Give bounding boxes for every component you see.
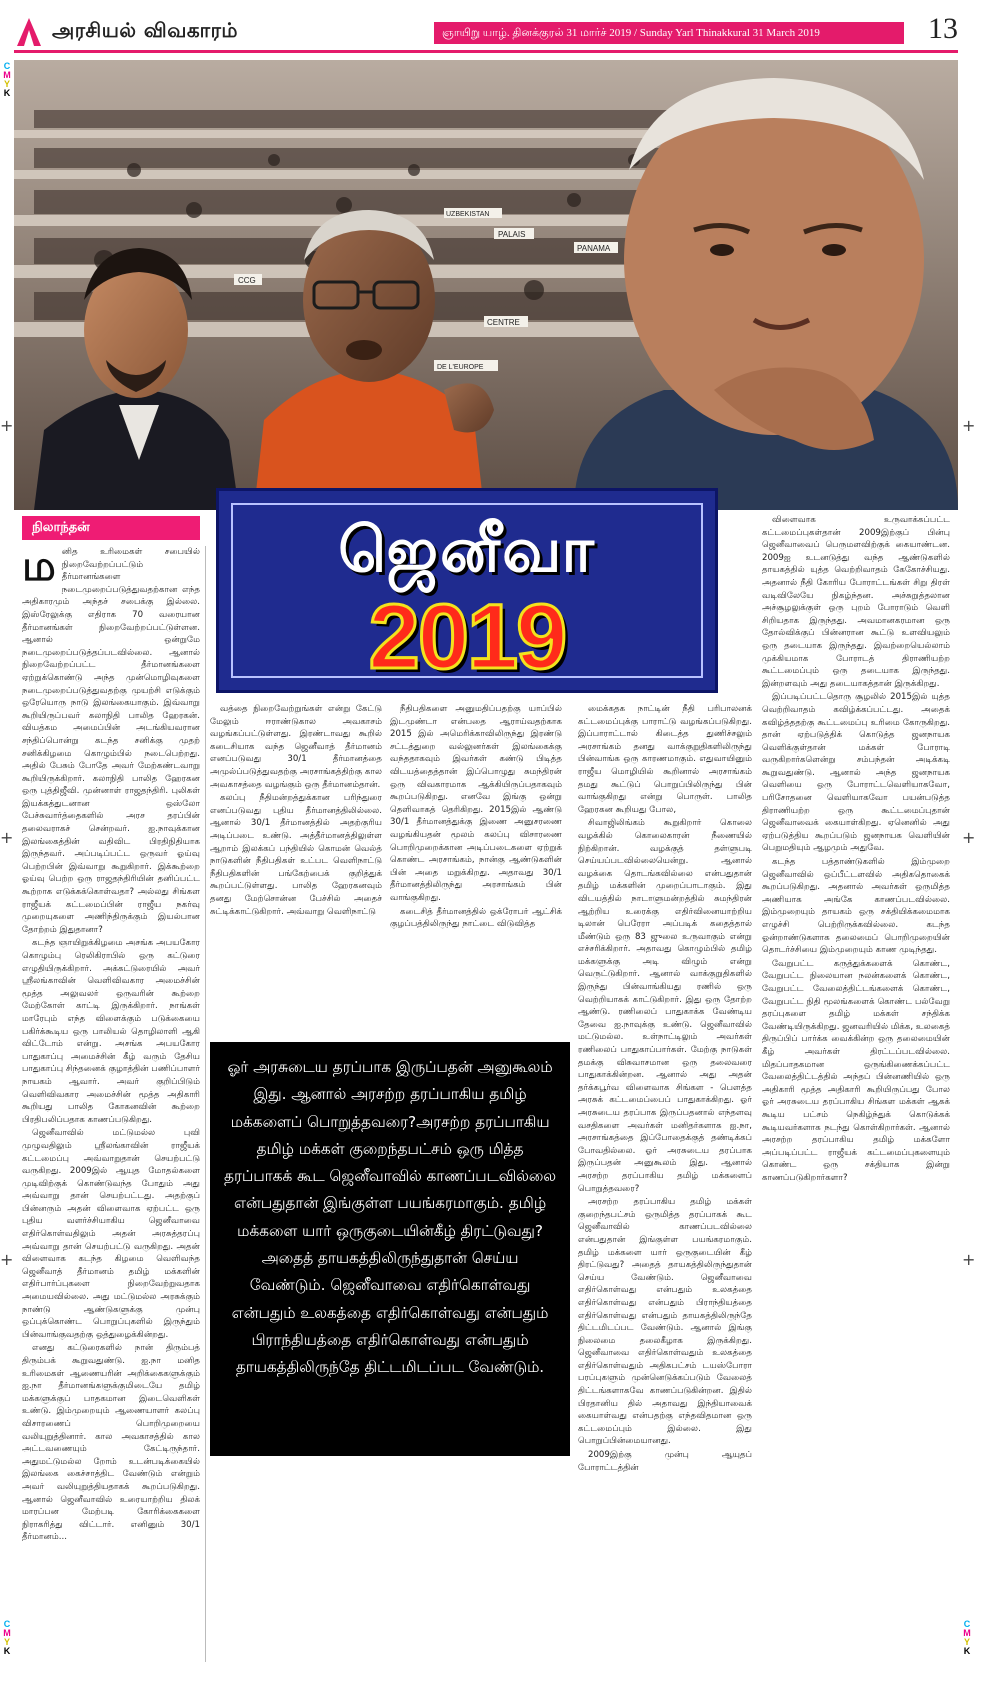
article-column-3	[390, 703, 562, 1033]
header-rule	[14, 50, 958, 53]
col1-para-3: ஜெனீவாவில் மட்டுமல்ல புவி முழுவதிலும் ஸ்ரீலங்காவின் ராஜீயக் கட்டமைப்பு அவ்வாறுதான் செயற்பட்டு வருகிறது. 2009இல் ஆயுத மோதல்களை முடிவிற்குக் கொண்டுவந்த போதும் அது அவ்வாறு தான் செயற்பட்டது. அதற்குப் பின்னரும் அதன் விளைவாக ஏற்பட்ட ஒரு புதிய வளர்ச்சியாகிய ஜெனீவாவை எதிர்கொள்வதிலும் அதன் அரசுத்தரப்பு அவ்வாறு தான் செயற்பட்டு வருகிறது. அதன் விளைவாக கடந்த கிழமை வெளிவந்த ஜெனீவாத் தீர்மானம் தமிழ் மக்களின் எதிர்பார்ப்புகளை நிறைவேற்றுவதாக அமையவில்லை. அது மட்டுமல்ல அரசுக்கும் நாண்டு ஆண்டுகளுக்கு முன்பு ஒப்புக்கொண்ட பொறுப்புகளில் இருந்தும் பின்வாங்குவதற்கு ஒத்துழைக்கின்றது.	[22, 1128, 200, 1340]
desk-label-centre: CENTRE	[487, 318, 520, 327]
headline-title: ஜெனீவா	[338, 513, 596, 586]
col4-para-1: மைக்கதக நாட்டின் நீதி பரிபாலனக் கட்டமைப்புக்கு பாராட்டு வழங்கப்படுகிறது. இப்பாராட்டால் கிடைத்த துணிச்சலும் அரசாங்கம் தனது வாக்குறுதிகளிலிருந்து பின்வாங்க ஒரு காரணமாகும். எதுவாயினும் ராஜீய மொழியில் கூறினால் அரசாங்கம் தமது கூட்டுப் பொறுப்பிலிருந்து பின் வாங்குகிறது என்று பொருள். பாலித ஹேரகன கூறியது போல,	[578, 704, 752, 815]
desk-label-ccg: CCG	[238, 276, 256, 285]
col5-para-2: இப்படிப்பட்டதொரு சூழலில் 2015இல் யுத்த வெற்றிவாதம் கவிழ்க்கப்பட்டது. அதைக் கவிழ்த்ததற்கு கூட்டமைப்பு உரிமை கோருகிறது. தான் ஏற்படுத்திக் கொடுத்த ஜனநாயக வெளிக்குள்தான் மக்கள் போராடி வருகிறார்களென்று சம்பந்தன் அடிக்கடி கூறுவதுண்டு. ஆனால் அந்த ஜனநாயக வெளியை ஒரு போராட்டவெளியாகவோ, பரிசோதனை வெளியாகவோ பயன்படுத்த திராணியற்ற ஒரு கூட்டமைப்புதான் ஜெனீவாவைக் கையாள்கிறது. ஏனெனில் அது ஏற்படுத்திய கூறப்படும் ஜனநாயக வெளியின் பெறுமதியும் ஆழமும் அதுவே.	[762, 692, 950, 854]
cmyk-mark-right-bottom: C M Y K	[963, 1619, 971, 1656]
col1-para-4: எனது கட்டுரைகளில் நான் திரும்பத் திரும்பக் கூறுவதுண்டு. ஐ.நா மனித உரிமைகள் ஆணையரின் அறிக்கைகளுக்கும் ஐ.நா தீர்மானங்களுக்குமிடையே தமிழ் மக்களுக்குப் பாதகமான இடைவெளிகள் உண்டு. இம்முறையும் ஆணையாளர் கலப்பு விசாரணைப் பொறிமுறையை வலியுறுத்தினார். கால அவகாசத்தில் கால அட்டவணையும் கேட்டிருந்தார். அதுமட்டுமல்ல றோம் உடன்படிக்கையில் இலங்கை கைச்சாத்திட வேண்டும் என்றும் அவர் வலியுறுத்தியதாகக் கூறப்படுகிறது. ஆனால் ஜெனீவாவில் உரையாற்றிய திலக் மாரப்பன மேற்படி கோரிக்கைகளை நிராகரித்து விட்டார். எனினும் 30/1 தீர்மானம்...	[22, 1343, 200, 1543]
article-column-5	[762, 514, 950, 1657]
registration-mark-left-mid: +	[0, 828, 14, 847]
registration-mark-right-mid: +	[962, 828, 976, 847]
headline-year: 2019	[368, 586, 566, 688]
desk-label-europe: DE L'EUROPE	[437, 364, 484, 371]
col5-para-3: கடந்த பத்தாண்டுகளில் இம்முறை ஜெனீவாவில் ஒப்பீட்டளவில் அதிகதொகைக் கூறப்படுகிறது. அதனால் அவர்கள் ஒருமித்த அணியாக அங்கே காணப்படவில்லை. இம்முறையும் தாயகம் ஒரு சக்தியிக்கமைமாக எழுச்சி பெற்றிருக்கவில்லை. கடந்த ஓன்றாண்டுகளாக தலைமைப் பொறிமுறையின் தொடர்ச்சியை இம்முறையும் காண முடிந்தது.	[762, 857, 950, 956]
page-number: 13	[928, 12, 958, 45]
geneva-council-photo	[14, 60, 958, 510]
col1-para-1: னித உரிமைகள் சபையில் நிறைவேற்றப்பட்டும் தீர்மானங்களை நடைமுறைப்படுத்துவதற்கான எந்த அதிகாரமும் அந்தச் சபைக்கு இல்லை. இஸ்ரேலுக்கு எதிராக 70 வரையான தீர்மானங்கள் நிறைவேற்றப்பட்டுள்ளன. ஆனால் ஒன்றுமே நடைமுறைப்படுத்தப்படவில்லை. ஆனால் நிறைவேற்றப்பட்ட தீர்மானங்களை ஏற்றுக்கொண்டு அந்த முன்மொழிவுகளை நடைமுறைப்படுத்துவதற்கு முயற்சி எடுக்கும் ஒரேயொரு நாடு இலங்கையாகும். இவ்வாறு கூறியிருப்பவர் கலாநிதி பாலித ஹேரகன். வியத்கம அமைப்பின் அடங்கியவரான சந்திப்பொன்று கடந்த சனிக்கு முதற் சனிக்கிழமை கொழும்பில் நடைபெற்றது. அதில் பேசும் போதே அவர் மேற்கண்டவாறு கூறியிருக்கிறார். கலாநிதி பாலித ஹேரகன ஒரு புத்திஜீவி. முன்னாள் ராஜதந்திரி. புலிகள் இயக்கத்துடனான ஒஸ்லோ பேச்சுவார்த்தைகளில் அரச தரப்பின் தலைவராகச் சென்றவர். ஐ.நாவுக்கான இலங்கைத்தின் வதிவிட பிரதிநிதியாக இருந்தவர். அப்படிப்பட்ட ஒருவர் ஓய்வு பெற்றபின் இவ்வாறு கூறுகிறார். இக்கூற்றை ஓய்வு பெற்ற ஒரு ராஜதந்திரியின் தனிப்பட்ட கூற்றாக எடுக்கக்கொள்வதா? அல்லது சிங்கள ராஜீயக் கட்டமைப்பின் ராஜீய நகர்வு முறையுகளை அணிந்திருக்கும் இயல்பான தோற்றம் இதுதானா?	[22, 547, 200, 935]
article-column-4	[578, 703, 752, 1657]
headline-box	[216, 488, 718, 693]
registration-mark-left-low: +	[0, 1250, 14, 1269]
article-column-1	[22, 546, 200, 1662]
registration-mark-left: +	[0, 416, 14, 435]
col4-para-3: அரசற்ற தரப்பாகிய தமிழ் மக்கள் குறைந்தபட்சம் ஒருமித்த தரப்பாகக் கூட ஜெனீவாவில் காணப்படவில்லை என்பதுதான் இங்குள்ள பயங்கரமாகும். தமிழ் மக்களை யார் ஒருகுடையின் கீழ் திரட்டுவது? அதைத் தாயகத்திலிருந்துதான் செய்ய வேண்டும். ஜெனீவாவை எதிர்கொள்வது என்பதும் உலகத்தை எதிர்கொள்வது என்பதும் பிராந்தியத்தை எதிர்கொள்வது என்பதும் தாயகத்திலிருந்தே திட்டமிடப்பட வேண்டும். ஆனால் இங்கு நிலைமை தலைகீழாக இருக்கிறது. ஜெனீவாவை எதிர்கொள்வதும் உலகத்தை எதிர்கொள்வதும் அதிகபட்சம் டயஸ்போரா பரப்புகளும் முன்னெடுக்கப்படும் வேலைத் திட்டங்களாகவே காணப்படுகின்றன. இதில் பிரதானிய தில் அதாவது இந்தியாவைக் கையாள்வது என்பதற்கு எந்தவிதமான ஒரு கட்டமைப்பும் இல்லை. இது பொறுப்பின்மையானது.	[578, 1197, 752, 1447]
col2-para-1: வத்தை நிறைவேற்றுங்கள் என்று கேட்டு மேலும் ஈராண்டுகால அவகாசம் வழங்கப்பட்டுள்ளது. இரண்டாவது கூறில் கடைசியாக வந்த ஜெனீவாத் தீர்மானம் எனப்படுவது 30/1 தீர்மானத்தை அமுல்ப்படுத்துவதற்கு அரசாங்கத்திற்கு கால அவகாசத்தை வழங்கும் ஒரு தீர்மானம்தான்.	[210, 704, 382, 790]
desk-label-palais: PALAIS	[498, 230, 526, 239]
section-title: அரசியல் விவகாரம்	[52, 18, 238, 42]
col4-para-4: 2009இற்கு முன்பு ஆயுதப் போராட்டத்தின்	[578, 1450, 752, 1473]
col3-para-2: கடைசித் தீர்மானத்தில் ஒக்ரோபர் ஆட்சிக் குழப்பத்திலிருந்து நாட்டை விடுவித்த	[390, 906, 562, 930]
col5-para-1: விளைவாக உருவாக்கப்பட்ட கட்டமைப்புகள்தான் 2009இற்குப் பின்பு ஜெனீவாவைப் பெருமளவிற்குக் கையாண்டன. 2009ஐ உடனடுத்து வந்த ஆண்டுகளில் தாயகத்தில் யுத்த வெற்றிவாதம் கேகோச்சியது. அதனால் நீதி கோரிய போராட்டங்கள் சிறு திரள் வடிவிலேயே நிகழ்ந்தன. அச்சுறுத்தலான அச்சூழலுக்குள் ஒரு புறம் போராடும் வெளி சிறியதாக இருந்தது. அவமானகரமான ஒரு தோல்விக்குப் பின்னரான கூட்டு உளவியலும் ஒரு தடையாக இருந்தது. இவற்றையெல்லாம் முக்கியமாக போராடத் திராணியற்ற கூட்டமைப்பும் ஒரு தடையாக இருந்தது. இன்றளவும் அது தடையாகத்தான் இருக்கிறது.	[762, 515, 950, 689]
col3-para-1: நீதிபதிகளை அனுமதிப்பதற்கு யாப்பில் இடமுண்டா என்பதை ஆராய்வதற்காக 2015 இல் அமெரிக்காவிலிருந்து இரண்டு சட்டத்துறை வல்லுனர்கள் இலங்கைக்கு வந்ததாகவும் இவர்கள் கண்டு பிடித்த விடயத்தைத்தான் இப்பொழுது சுமந்திரன் ஒரு விவகாரமாக ஆக்கியிருப்பதாகவும் கூறப்படுகிறது. எனவே இங்கு ஒன்று தெளிவாகத் தெரிகிறது. 2015இல் ஆண்டு 30/1 தீர்மானத்துக்கு இணை அனுசரணை வழங்கியதன் மூலம் கலப்பு விசாரணை பொறிமுறைக்கான அடிப்படைகளை ஏற்றுக் கொண்ட அரசாங்கம், நான்கு ஆண்டுகளின் பின் அதை மறுக்கிறது. அதாவது 30/1 தீர்மானத்திலிருந்து அரசாங்கம் பின் வாங்குகிறது.	[390, 704, 562, 903]
registration-mark-right: +	[962, 416, 976, 435]
headline-frame	[231, 503, 703, 688]
cmyk-mark-left-top: C M Y K	[3, 61, 11, 98]
lead-photo	[14, 60, 958, 510]
registration-mark-right-low: +	[962, 1250, 976, 1269]
author-byline: நிலாந்தன்	[22, 516, 200, 540]
col2-para-2: கலப்பு நீதிமன்றத்துக்கான பரிந்துரை எனப்படுவது புதிய தீர்மானத்திலில்லை. ஆனால் 30/1 தீர்மானத்தில் அதற்குரிய அடிப்படை உண்டு. அத்தீர்மானத்திலுள்ள ஆறாம் இலக்கப் பந்தியில் கொமன் வெல்த் நாடுகளின் நீதிபதிகள் உட்பட வெளிநாட்டு நீதிபதிகளின் பங்கேற்பைக் குறித்துக் கூறப்பட்டுள்ளது. பாலித ஹேரகனவும் தனது மேற்சொன்ன பேச்சில் அதைச் சுட்டிக்காட்டுகிறார். அவ்வாறு வெளிநாட்டு	[210, 793, 382, 917]
col4-para-2: சிவாஜிலிங்கம் கூறுகிறார் கொலை வழக்கில் கொலைகாரன் நீணையில் நிற்கிறான். வழக்குத் தள்ளுபடி செய்யப்படவில்லையென்று. ஆனால் வழக்கை தொடங்கவில்லை என்பதுதான் தமிழ் மக்களின் முறைப்பாடாகும். இது விடயத்தில் நாடாளுமன்றத்தில் சுமந்திரன் ஆற்றிய உரைக்கு எதிர்வினையாற்றிய டிலான் பெரேரா அப்படிக் கதைத்தால் மீண்டும் ஒரு 83 ஜுலை உருவாகும் என்று எச்சரிக்கிறார். அதாவது கொழும்பில் தமிழ் மக்களுக்கு அடி விழும் என்று வெருட்டுகிறார். ஆனால் வாக்குறுதிகளில் இருந்து பின்வாங்கியது ரணில் ஒரு வெற்றியாகக் காட்டுகிறார். இது ஒரு தோற்ற ஆண்டு. ரணிலைப் பாதுகாக்க வேண்டிய தேவை ஐ.நாவுக்கு உண்டு. ஜெனீவாவில் மட்டுமல்ல. உள்நாட்டிலும் அவர்கள் ரணிலைப் பாதுகாப்பார்கள். மேற்கு நாடுகள் தமக்கு விசுவாசமான ஒரு தலைவரை பாதுகாக்கின்றன. ஆனால் அது அதன் தர்க்கபூர்வ விளைவாக சிங்கள - பௌத்த அரசுக் கட்டமைப்பைப் பாதுகாக்கிறது. ஓர் அரசுடைய தரப்பாக இருப்பதனால் எந்தளவு வசதிகளை அவர்கள் மனிதர்களாக ஐ.நா, அரசாங்கத்தை இப்போதைக்குத் தண்டிக்கப் போவதில்லை. ஓர் அரசுடைய தரப்பாக இருப்பதன் அனுகூலம் இது. ஆனால் அரசற்ற தரப்பாகிய தமிழ் மக்களைப் பொறுத்தவரை?	[578, 818, 752, 1194]
column-divider	[205, 546, 206, 1662]
col5-para-4: வேறுபட்ட கருத்துக்களைக் கொண்ட, வேறுபட்ட நிலையான நலன்களைக் கொண்ட, வேறுபட்ட வேலைத்திட்டங்களைக் கொண்ட, வேறுபட்ட நிதி மூலங்களைக் கொண்ட பல்வேறு தரப்புகளை தமிழ் மக்கள் சந்திக்க வேண்டியிருக்கிறது. ஜனவரியில் மிக்க, உலகைத் திருப்பிப் பார்க்க வைக்கின்ற ஒரு தலைமையின் கீழ் அவர்கள் திரட்டப்படவில்லை. மிதப்பாதகமான ஒருங்கிணைக்கப்பட்ட வேலைத்திட்டத்தில் அந்தப் பின்னணியில் ஒரு அதிகாரி மூத்த அதிகாரி கூறியிருப்பது போல ஓர் அரசுடைய தரப்பாகிய சிங்கள மக்கள் ஆகக் கூடிய பட்சம் நெகிழ்ந்துக் கொடுக்கக் கூடியவர்களாக நடந்து கொள்கிறார்கள். ஆனால் அரசற்ற தரப்பாகிய தமிழ் மக்களோ அப்படிப்பட்ட ராஜீயக் கட்டமைப்புகளையும் கொண்ட ஒரு சக்தியாக இன்று காணப்படுகிறார்களா?	[762, 958, 950, 1183]
pull-quote: ஓர் அரசுடைய தரப்பாக இருப்பதன் அனுகூலம் இது. ஆனால் அரசற்ற தரப்பாகிய தமிழ் மக்களைப் பொறுத்தவரை?அரசற்ற தரப்பாகிய தமிழ் மக்கள் குறைந்தபட்சம் ஒரு மித்த தரப்பாகக் கூட ஜெனீவாவில் காணப்படவில்லை என்பதுதான் இங்குள்ள பயங்கரமாகும். தமிழ் மக்களை யார் ஒருகுடையின்கீழ் திரட்டுவது? அதைத் தாயகத்திலிருந்துதான் செய்ய வேண்டும். ஜெனீவாவை எதிர்கொள்வது என்பதும் உலகத்தை எதிர்கொள்வது என்பதும் பிராந்தியத்தை எதிர்கொள்வது என்பதும் தாயகத்திலிருந்தே திட்டமிடப்பட வேண்டும்.	[210, 1042, 570, 1456]
drop-cap: ம	[22, 546, 56, 590]
desk-label-uzbekistan: UZBEKISTAN	[446, 211, 490, 218]
desk-label-panama: PANAMA	[577, 244, 611, 253]
cmyk-mark-left-bottom: C M Y K	[3, 1619, 11, 1656]
page-header	[14, 14, 958, 52]
article-column-2	[210, 703, 382, 1033]
col1-para-2: கடந்த ஞாயிறுக்கிழமை அசங்க அபயகோர கொழும்பு ரெலிகிராபில் ஒரு கட்டுரை எழுதியிருக்கிறார். அக்கட்டுரையில் அவர் ஸ்ரீலங்காவின் வெளிவிவகார அமைச்சின் மூத்த அலுவலர் ஒருவரின் கூற்றை மேற்கோள் காட்டி இருக்கிறார். நாங்கள் மாரேபும் எந்த விளைக்கும் படுக்கையை பகிர்க்கூடிய ஒரு பாலியல் தொழிலாளி ஆகி விட்டோம் என்று. அசங்க அபயகோர பாதுகாப்பு அமைச்சின் கீழ் வரும் தேசிய பாதுகாப்பு சிந்தனைக் குழாத்தின் பணிப்பாளர் நாயகம் ஆவார். அவர் குறிப்பிடும் வெளிவிவகார அமைச்சின் மூத்த அதிகாரி கூறியது பாலித கோகனவின் கூற்றை பிரதிபலிப்பதாக காணப்படுகிறது.	[22, 938, 200, 1125]
date-line: ஞாயிறு யாழ். தினக்குரல் 31 மார்ச் 2019 / Sunday Yarl Thinakkural 31 March 2019	[434, 22, 904, 44]
newspaper-logo-icon	[14, 16, 44, 48]
